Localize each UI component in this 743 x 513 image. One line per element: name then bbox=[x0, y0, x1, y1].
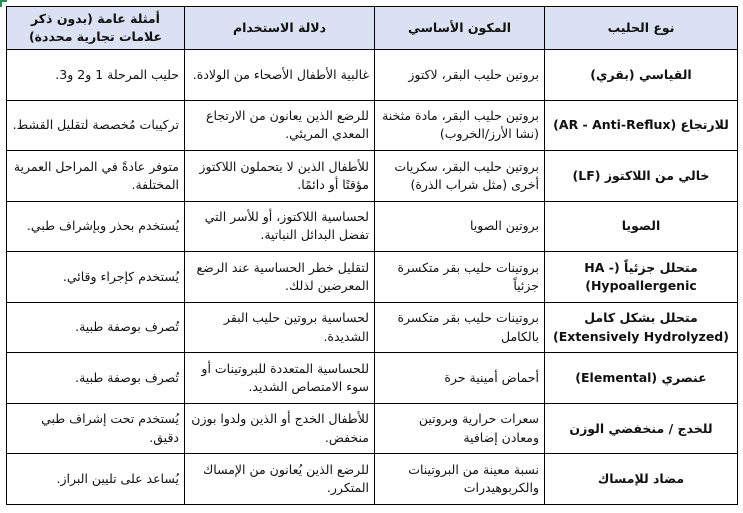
header-component: المكون الأساسي bbox=[375, 7, 545, 50]
cell-component: نسبة معينة من البروتينات والكربوهيدرات bbox=[375, 454, 545, 505]
cell-indication: للرضع الذين يُعانون من الإمساك المتكرر. bbox=[185, 454, 375, 505]
cell-indication: للأطفال الذين لا يتحملون اللاكتوز مؤقتًا أو دائمًا. bbox=[185, 151, 375, 202]
table-row bbox=[7, 353, 738, 404]
cell-type: مضاد للإمساك bbox=[545, 454, 738, 505]
cell-indication: للحساسية المتعددة للبروتينات أو سوء الامتصاص الشديد. bbox=[185, 353, 375, 404]
table-header-row bbox=[7, 7, 738, 50]
cell-indication: لتقليل خطر الحساسية عند الرضع المعرضين لذلك. bbox=[185, 252, 375, 303]
cell-type: للارتجاع (AR - Anti-Reflux) bbox=[545, 100, 738, 151]
cell-type: متحلل جزئياً (HA - Hypoallergenic) bbox=[545, 252, 738, 303]
cell-component: بروتين حليب البقر، مادة مثخنة (نشا الأرز/الخروب) bbox=[375, 100, 545, 151]
table-row bbox=[7, 201, 738, 252]
header-type: نوع الحليب bbox=[545, 7, 738, 50]
table-body bbox=[7, 50, 738, 505]
cell-component: أحماض أمينية حرة bbox=[375, 353, 545, 404]
header-examples: أمثلة عامة (بدون ذكر علامات تجارية محددة) bbox=[7, 7, 185, 50]
cell-component: بروتين الصويا bbox=[375, 201, 545, 252]
table-row bbox=[7, 100, 738, 151]
cell-indication: لحساسية اللاكتوز، أو للأسر التي تفضل البدائل النباتية. bbox=[185, 201, 375, 252]
cell-indication: للرضع الذين يعانون من الارتجاع المعدي المريئي. bbox=[185, 100, 375, 151]
cell-type: متحلل بشكل كامل (Extensively Hydrolyzed) bbox=[545, 302, 738, 353]
table-row bbox=[7, 50, 738, 101]
cell-examples: يُستخدم تحت إشراف طبي دقيق. bbox=[7, 403, 185, 454]
cell-examples: حليب المرحلة 1 و2 و3. bbox=[7, 50, 185, 101]
cell-indication: للأطفال الخدج أو الذين ولدوا بوزن منخفض. bbox=[185, 403, 375, 454]
cell-examples: تركيبات مُخصصة لتقليل القشط. bbox=[7, 100, 185, 151]
cell-examples: تُصرف بوصفة طبية. bbox=[7, 302, 185, 353]
cell-component: بروتينات حليب بقر متكسرة جزئياً bbox=[375, 252, 545, 303]
cell-type: خالي من اللاكتوز (LF) bbox=[545, 151, 738, 202]
cell-examples: متوفر عادةً في المراحل العمرية المختلفة. bbox=[7, 151, 185, 202]
cell-component: بروتين حليب البقر، لاكتوز bbox=[375, 50, 545, 101]
cell-component: بروتين حليب البقر، سكريات أخرى (مثل شراب الذرة) bbox=[375, 151, 545, 202]
table-row bbox=[7, 403, 738, 454]
cell-examples: يُساعد على تليين البراز. bbox=[7, 454, 185, 505]
cell-type: القياسي (بقري) bbox=[545, 50, 738, 101]
cell-indication: غالبية الأطفال الأصحاء من الولادة. bbox=[185, 50, 375, 101]
table-row bbox=[7, 151, 738, 202]
cell-indication: لحساسية بروتين حليب البقر الشديدة. bbox=[185, 302, 375, 353]
cell-type: عنصري (Elemental) bbox=[545, 353, 738, 404]
cell-component: بروتينات حليب بقر متكسرة بالكامل bbox=[375, 302, 545, 353]
table-row bbox=[7, 302, 738, 353]
cell-examples: تُصرف بوصفة طبية. bbox=[7, 353, 185, 404]
cell-examples: يُستخدم كإجراء وقائي. bbox=[7, 252, 185, 303]
cell-type: للخدج / منخفضي الوزن bbox=[545, 403, 738, 454]
table-row bbox=[7, 454, 738, 505]
table-row bbox=[7, 252, 738, 303]
cell-component: سعرات حرارية وبروتين ومعادن إضافية bbox=[375, 403, 545, 454]
header-indication: دلالة الاستخدام bbox=[185, 7, 375, 50]
cell-examples: يُستخدم بحذر وبإشراف طبي. bbox=[7, 201, 185, 252]
infant-formula-table bbox=[6, 6, 738, 505]
cell-type: الصويا bbox=[545, 201, 738, 252]
